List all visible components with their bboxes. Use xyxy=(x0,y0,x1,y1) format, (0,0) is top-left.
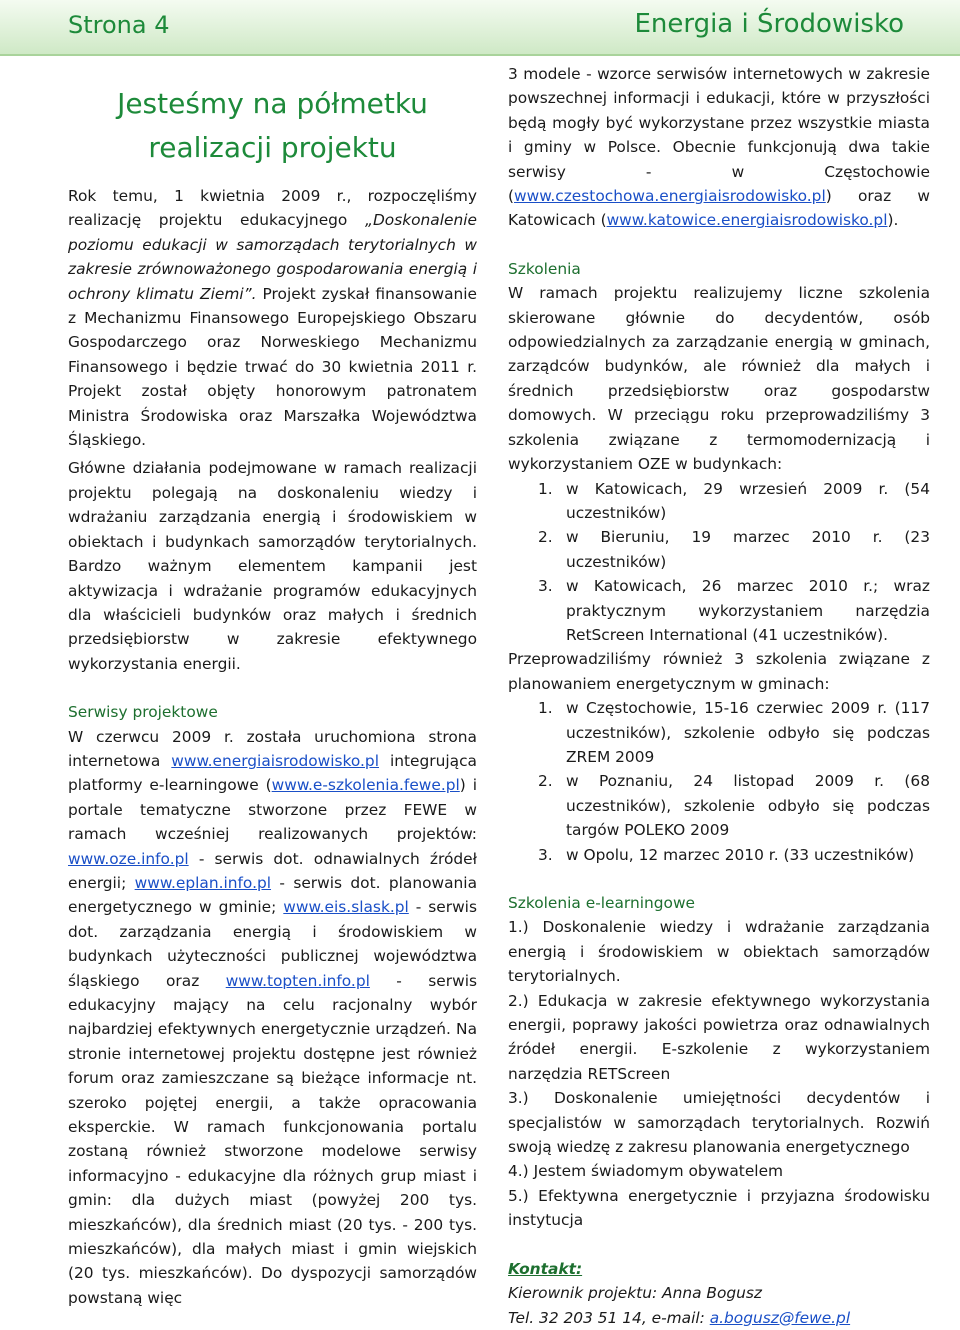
services-text: integrująca platformy e-learningowe ( xyxy=(68,751,477,795)
services-text: ) i portale tematyczne stworzone przez FEWE w ramach wcześniej realizowanych projektów: xyxy=(68,776,477,844)
list-text: w Katowicach, 26 marzec 2010 r.; wraz praktycznym wykorzystaniem narzędzia RetScreen International (41 uczestników). xyxy=(566,577,930,644)
services-text: - serwis edukacyjny mający na celu racjonalny wybór najbardziej efektywnych energetycznie urządzeń. Na stronie internetowej projektu dostępne jest również forum oraz zamieszczane są bieżące informacje nt. szeroko pojętej energii, a także opracowania eksperckie. W ramach funkcjonowania portalu zostaną również stworzone modelowe serwisy informacyjno - edukacyjne dla różnych grup miast i gmin: dla dużych miast (powyżej 200 tys. mieszkańców), dla średnich miast (20 tys. - 200 tys. mieszkańców), dla małych miast i gmin wiejskich (20 tys. mieszkańców). Do dyspozycji samorządów powstaną więc xyxy=(68,971,477,1307)
project-name: „Doskonalenie poziomu edukacji w samorządach terytorialnych w zakresie zrównoważonego gospodarowania energią i ochrony klimatu Ziemi”. xyxy=(68,211,477,303)
list-item xyxy=(508,477,930,526)
elearning-item: 2.) Edukacja w zakresie efektywnego wykorzystania energii, poprawy jakości powietrza oraz odnawialnych źródeł energii. E-szkolenie z wykorzystaniem narzędzia RETScreen xyxy=(508,991,930,1083)
elearning-item: 3.) Doskonalenie umiejętności decydentów i specjalistów w samorządach terytorialnych. Rozwiń swoją wiedzę z zakresu planowania energetycznego xyxy=(508,1089,930,1157)
link-eis-slask[interactable]: www.eis.slask.pl xyxy=(283,898,409,917)
elearning-heading: Szkolenia e-learningowe xyxy=(508,894,696,912)
trainings-list-planning xyxy=(508,696,930,867)
list-item xyxy=(508,843,930,867)
list-text: w Katowicach, 29 wrzesień 2009 r. (54 uczestników) xyxy=(566,479,930,522)
link-czestochowa[interactable]: www.czestochowa.energiaisrodowisko.pl xyxy=(514,187,826,206)
list-number: 2. xyxy=(538,528,553,547)
main-activities-paragraph: Główne działania podejmowane w ramach realizacji projektu polegają na doskonaleniu wiedzy i wdrażaniu zarządzania energią i środowiskiem w obiektach i budynkach samorządów terytorialnych. Bardzo ważnym elementem kampanii jest aktywizacja i wdrażanie programów edukacyjnych dla właścicieli budynków oraz małych i średnich przedsiębiorstw w zakresie efektywnego wykorzystania energii. xyxy=(68,459,477,673)
contact-heading: Kontakt: xyxy=(508,1259,583,1278)
link-katowice[interactable]: www.katowice.energiaisrodowisko.pl xyxy=(606,211,888,230)
list-number: 1. xyxy=(538,479,553,498)
services-text: - serwis dot. odnawialnych źródeł energii; xyxy=(68,849,477,892)
right-column xyxy=(508,62,930,1330)
contact-line xyxy=(508,1306,930,1330)
trainings-heading: Szkolenia xyxy=(508,259,581,278)
services-text: - serwis dot. planowania energetycznego w gminie; xyxy=(68,873,478,917)
link-topten[interactable]: www.topten.info.pl xyxy=(225,971,370,990)
list-item xyxy=(508,525,930,574)
page-header xyxy=(0,0,960,56)
services-text: ) oraz w Katowicach ( xyxy=(508,187,930,230)
services-heading: Serwisy projektowe xyxy=(68,703,218,722)
intro-paragraph xyxy=(68,184,477,452)
list-item xyxy=(508,574,930,647)
services-continued-paragraph xyxy=(508,62,930,233)
list-item xyxy=(508,696,930,769)
services-text: W czerwcu 2009 r. została uruchomiona strona internetowa xyxy=(68,727,477,770)
list-number: 2. xyxy=(538,772,553,791)
link-energiaisrodowisko[interactable]: www.energiaisrodowisko.pl xyxy=(171,751,379,770)
trainings-intro: W ramach projektu realizujemy liczne szkolenia skierowane głównie do decydentów, osób odpowiedzialnych za zarządzanie energią w gminach, zarządców budynków, ale również dla małych i średnich przedsiębiorstw oraz gospodarstw domowych. W przeciągu roku przeprowadziliśmy 3 szkolenia związane z termomodernizacją i wykorzystaniem OZE w budynkach: xyxy=(508,284,930,474)
trainings-mid: Przeprowadziliśmy również 3 szkolenia związane z planowaniem energetycznym w gminach: xyxy=(508,650,930,693)
list-text: w Poznaniu, 24 listopad 2009 r. (68 uczestników), szkolenie odbyło się podczas targów POLEKO 2009 xyxy=(566,772,930,840)
intro-lead: Rok temu, 1 kwietnia 2009 r., rozpoczęliśmy realizację projektu edukacyjnego xyxy=(68,187,477,230)
elearning-item: 1.) Doskonalenie wiedzy i wdrażanie zarządzania energią i środowiskiem w obiektach samorządów terytorialnych. xyxy=(508,918,930,986)
list-number: 1. xyxy=(538,699,553,718)
email-link[interactable]: a.bogusz@fewe.pl xyxy=(709,1308,851,1327)
services-text: - serwis dot. zarządzania energią i środowiskiem w budynkach użyteczności publicznej województwa śląskiego oraz xyxy=(68,898,477,990)
project-manager: Kierownik projektu: Anna Bogusz xyxy=(508,1284,762,1303)
list-item xyxy=(508,769,930,842)
elearning-item: 4.) Jestem świadomym obywatelem xyxy=(508,1162,784,1181)
link-eplan[interactable]: www.eplan.info.pl xyxy=(134,873,272,892)
elearning-item: 5.) Efektywna energetycznie i przyjazna środowisku instytucja xyxy=(508,1186,930,1230)
list-text: w Częstochowie, 15-16 czerwiec 2009 r. (117 uczestników), szkolenie odbyło się podczas ZREM 2009 xyxy=(566,699,930,766)
services-paragraph xyxy=(68,725,477,1311)
phone-text: Tel. 32 203 51 14, e-mail: xyxy=(508,1308,710,1327)
link-oze[interactable]: www.oze.info.pl xyxy=(68,849,189,868)
left-column xyxy=(68,184,477,1310)
article-title: Jesteśmy na półmetku realizacji projektu xyxy=(117,87,428,164)
link-e-szkolenia[interactable]: www.e-szkolenia.fewe.pl xyxy=(271,776,460,795)
page-number-label: Strona 4 xyxy=(68,11,170,39)
services-text: ). xyxy=(887,211,899,230)
list-number: 3. xyxy=(538,845,553,864)
list-text: w Bieruniu, 19 marzec 2010 r. (23 uczestników) xyxy=(566,528,930,571)
list-text: w Opolu, 12 marzec 2010 r. (33 uczestników) xyxy=(566,845,915,864)
intro-rest: Projekt zyskał finansowanie z Mechanizmu Finansowego Europejskiego Obszaru Gospodarczego oraz Norweskiego Mechanizmu Finansowego i będzie trwać do 30 kwietnia 2011 r. Projekt został objęty honorowym patronatem Ministra Środowiska oraz Marszałka Województwa Śląskiego. xyxy=(68,284,477,450)
list-number: 3. xyxy=(538,577,553,596)
publication-title: Energia i Środowisko xyxy=(634,9,904,39)
services-text: 3 modele - wzorce serwisów internetowych w zakresie powszechnej informacji i edukacji, które w przyszłości będą mogły być wykorzystane przez wszystkie miasta i gminy w Polsce. Obecnie funkcjonują dwa takie serwisy - w Częstochowie ( xyxy=(508,65,930,206)
trainings-list-thermo xyxy=(508,477,930,648)
